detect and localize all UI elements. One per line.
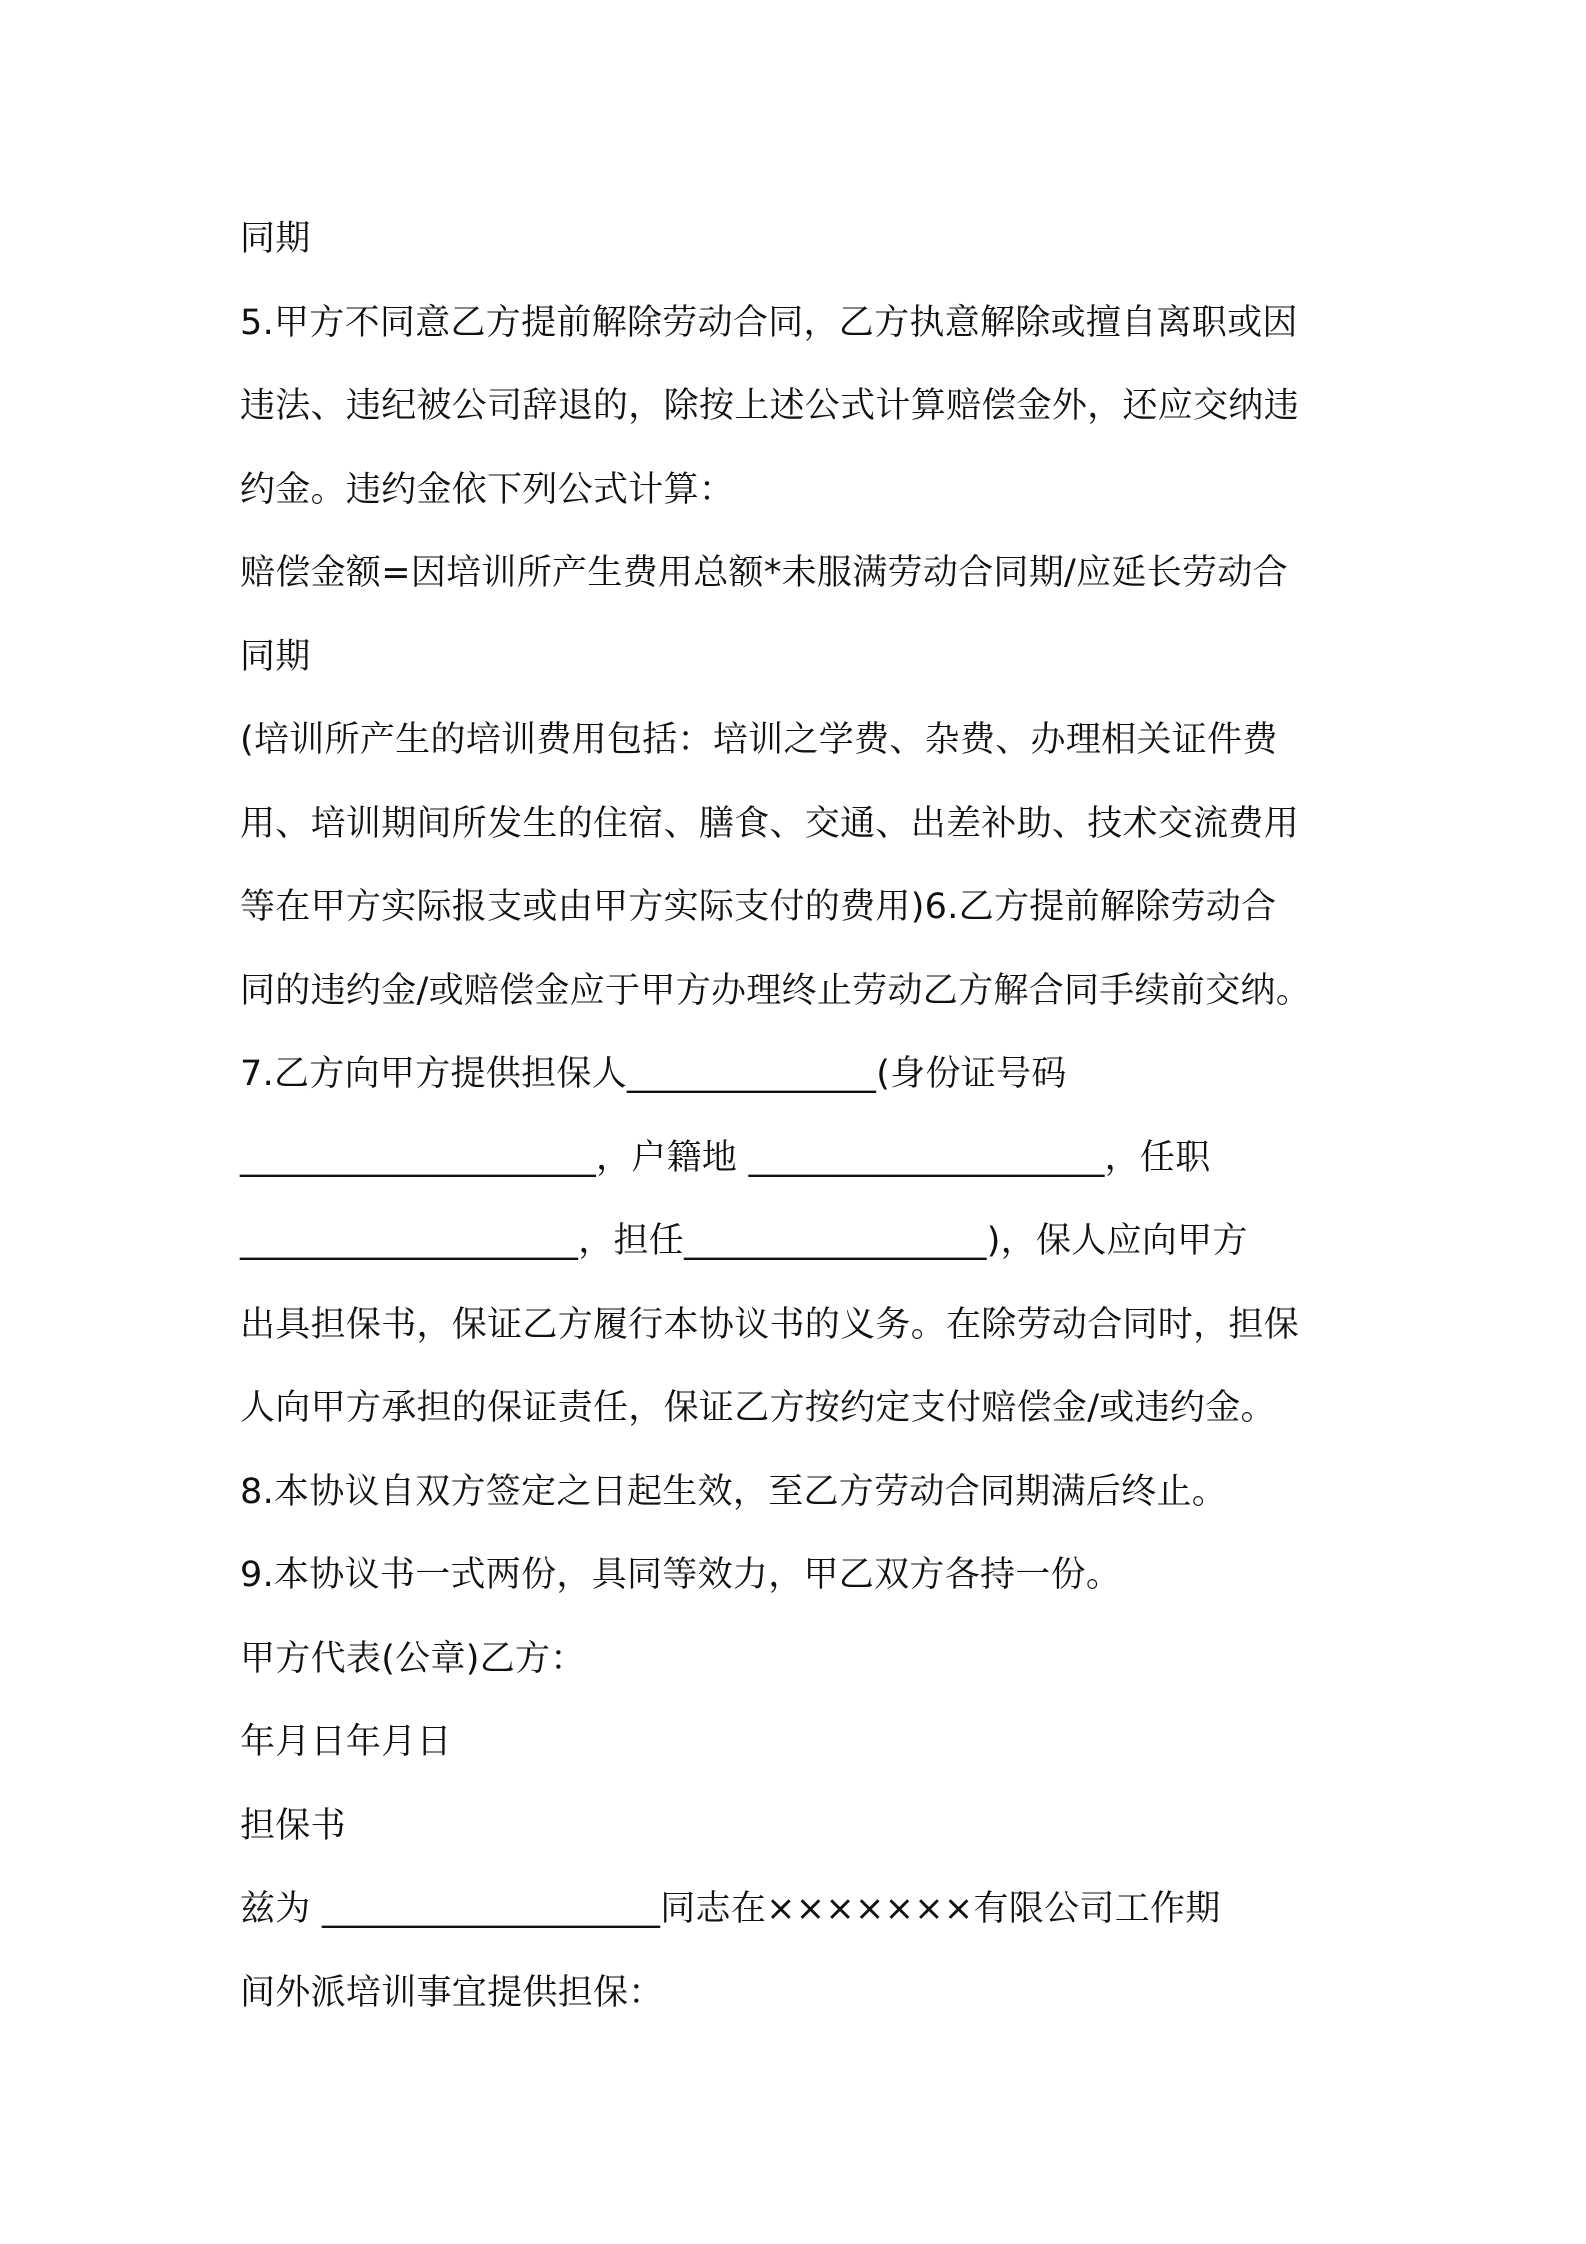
training-cost-line-2: 用、培训期间所发生的住宿、膳食、交通、出差补助、技术交流费用 [240, 803, 1300, 844]
clause-9-line: 9.本协议书一式两份，具同等效力，甲乙双方各持一份。 [240, 1555, 1122, 1595]
document-body [240, 198, 1360, 2035]
clause-7-line-2: ____________________，户籍地 ____________________，任职 [240, 1137, 1211, 1178]
formula-line-2: 同期 [240, 636, 311, 677]
clause-5-line-1: 5.甲方不同意乙方提前解除劳动合同，乙方执意解除或擅自离职或因 [240, 302, 1298, 343]
clause-7-line-1: 7.乙方向甲方提供担保人______________(身份证号码 [240, 1054, 1067, 1094]
clause-6-line-1: 等在甲方实际报支或由甲方实际支付的费用)6.乙方提前解除劳动合 [240, 887, 1277, 927]
signature-parties-line: 甲方代表(公章)乙方： [240, 1638, 586, 1679]
clause-7-line-3: ___________________，担任_________________)，保人应向甲方 [240, 1221, 1248, 1261]
guarantee-title: 担保书 [240, 1805, 346, 1846]
clause-7-line-4: 出具担保书，保证乙方履行本协议书的义务。在除劳动合同时，担保 [240, 1304, 1300, 1345]
formula-line-1: 赔偿金额=因培训所产生费用总额*未服满劳动合同期/应延长劳动合 [240, 553, 1288, 593]
clause-7-line-5: 人向甲方承担的保证责任，保证乙方按约定支付赔偿金/或违约金。 [240, 1388, 1276, 1428]
text-line: 同期 [240, 219, 311, 259]
clause-8-line: 8.本协议自双方签定之日起生效，至乙方劳动合同期满后终止。 [240, 1471, 1228, 1512]
signature-date-line: 年月日年月日 [240, 1722, 452, 1762]
guarantee-line-2: 间外派培训事宜提供担保： [240, 1972, 664, 2013]
clause-5-line-2: 违法、违纪被公司辞退的，除按上述公式计算赔偿金外，还应交纳违 [240, 386, 1300, 426]
clause-6-line-2: 同的违约金/或赔偿金应于甲方办理终止劳动乙方解合同手续前交纳。 [240, 970, 1312, 1011]
clause-5-line-3: 约金。违约金依下列公式计算： [240, 469, 735, 510]
guarantee-line-1: 兹为 ___________________同志在×××××××有限公司工作期 [240, 1889, 1221, 1929]
training-cost-line-1: (培训所产生的培训费用包括：培训之学费、杂费、办理相关证件费 [240, 720, 1278, 760]
